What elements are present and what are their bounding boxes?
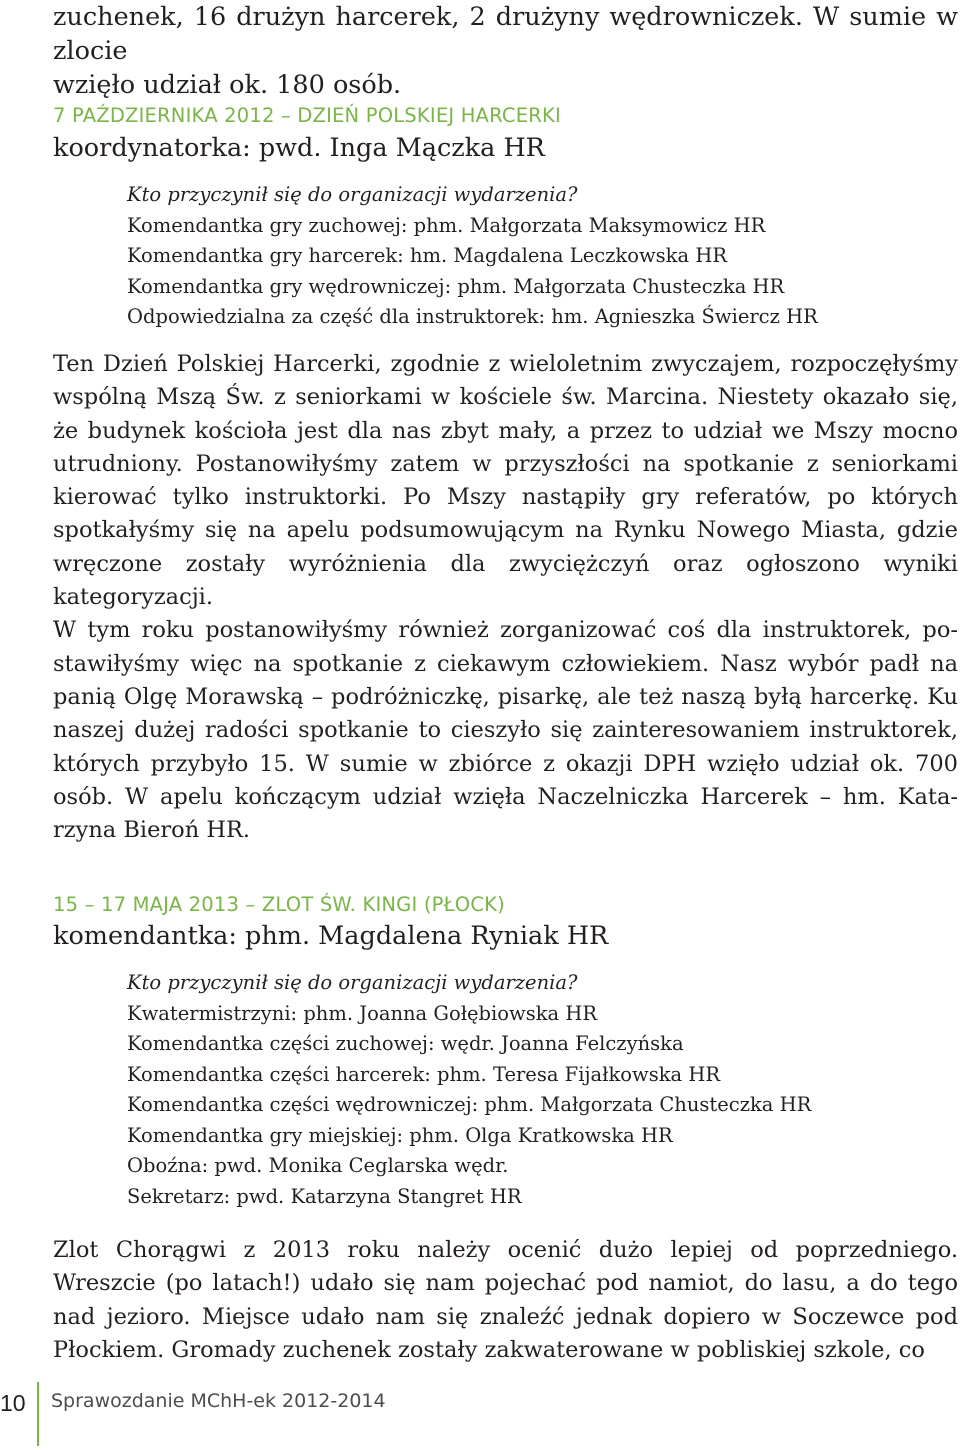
- footer-title: Sprawozdanie MChH-ek 2012-2014: [51, 1390, 386, 1412]
- credits-list-zlot: [127, 968, 811, 1212]
- section-heading-dph: 7 PAŹDZIERNIKA 2012 – DZIEŃ POLSKIEJ HARCERKI: [53, 104, 561, 127]
- section-body-dph: [53, 348, 958, 847]
- footer-divider: [37, 1382, 39, 1446]
- credits-list-dph: [127, 180, 818, 333]
- intro-line-2: wzięło udział ok. 180 osób.: [53, 70, 402, 100]
- credit-item: Komendantka gry zuchowej: phm. Małgorzata Maksymowicz HR: [127, 213, 766, 237]
- section-coordinator-zlot: komendantka: phm. Magdalena Ryniak HR: [53, 921, 609, 951]
- credit-item: Komendantka gry miejskiej: phm. Olga Kratkowska HR: [127, 1123, 673, 1147]
- credit-item: Sekretarz: pwd. Katarzyna Stangret HR: [127, 1184, 522, 1208]
- page-number: 10: [0, 1390, 26, 1416]
- credit-item: Komendantka części harcerek: phm. Teresa Fijałkowska HR: [127, 1062, 721, 1086]
- credit-item: Komendantka części zuchowej: wędr. Joanna Felczyńska: [127, 1032, 684, 1055]
- credit-item: Komendantka gry harcerek: hm. Magdalena Leczkowska HR: [127, 244, 728, 267]
- credits-question: Kto przyczynił się do organizacji wydarzenia?: [127, 183, 578, 206]
- credit-item: Komendantka części wędrowniczej: phm. Małgorzata Chusteczka HR: [127, 1093, 812, 1116]
- body-paragraph: Zlot Chorągwi z 2013 roku należy ocenić dużo lepiej od poprzedniego. Wreszcie (po latach!) udało się nam pojechać pod namiot, do lasu, a do tego nad jezioro. Miejsce udało nam się znaleźć jednak dopiero w Soczewce pod Płockiem. Gromady zuchenek zostały zakwaterowane w pobliskiej szkole, co: [53, 1237, 958, 1363]
- credit-item: Odpowiedzialna za część dla instruktorek: hm. Agnieszka Świercz HR: [127, 305, 818, 328]
- credit-item: Komendantka gry wędrowniczej: phm. Małgorzata Chusteczka HR: [127, 274, 785, 298]
- section-heading-zlot: 15 – 17 MAJA 2013 – ZLOT ŚW. KINGI (PŁOCK): [53, 893, 505, 916]
- body-paragraph: Ten Dzień Polskiej Harcerki, zgodnie z wieloletnim zwyczajem, rozpoczęłyśmy wspólną Mszą Św. z seniorkami w kościele św. Marcina. Niestety okazało się, że budynek kościoła jest dla nas zbyt mały, a przez to udział we Mszy mocno utrudniony. Postanowiłyśmy zatem w przyszłości na spotkanie z seniorkami kierować tylko instruktorki. Po Mszy nastąpiły gry referatów, po których spotkałyśmy się na apelu podsumowującym na Rynku Nowego Miasta, gdzie wręczone zostały wyróżnienia dla zwyciężczyń oraz ogłoszono wyniki kategoryzacji.: [53, 351, 958, 611]
- body-paragraph: W tym roku postanowiłyśmy również zorganizować coś dla instruktorek, postawiłyśmy więc na spotkanie z ciekawym człowiekiem. Nasz wybór padł na panią Olgę Morawską – podróżniczkę, pisarkę, ale też naszą byłą harcerkę. Ku naszej dużej radości spotkanie to cieszyło się zainteresowaniem instruktorek, których przybyło 15. W sumie w zbiórce z okazji DPH wzięło udział ok. 700 osób. W apelu kończącym udział wzięła Naczelniczka Harcerek – hm. Katarzyna Bieroń HR.: [53, 617, 958, 844]
- section-body-zlot: [53, 1234, 958, 1367]
- section-coordinator-dph: koordynatorka: pwd. Inga Mączka HR: [53, 133, 545, 163]
- intro-paragraph: [53, 0, 958, 102]
- credit-item: Oboźna: pwd. Monika Ceglarska wędr.: [127, 1154, 509, 1177]
- credits-question: Kto przyczynił się do organizacji wydarzenia?: [127, 971, 578, 994]
- credit-item: Kwatermistrzyni: phm. Joanna Gołębiowska HR: [127, 1001, 598, 1025]
- intro-line-1: zuchenek, 16 drużyn harcerek, 2 drużyny wędrowniczek. W sumie w zlocie: [53, 2, 958, 66]
